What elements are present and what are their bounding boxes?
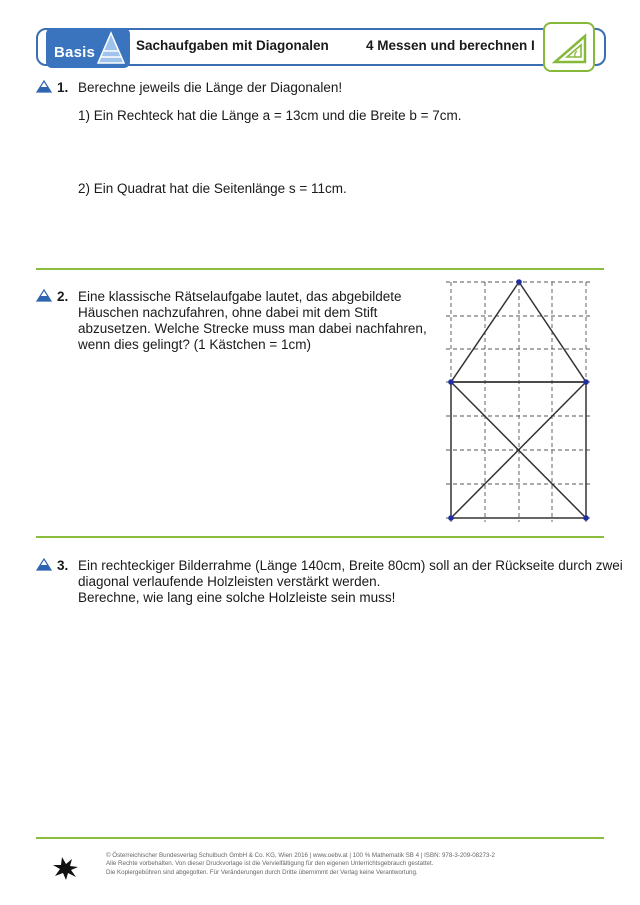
task-2-line-4: wenn dies gelingt? (1 Kästchen = 1cm) (78, 337, 312, 352)
task-1-item-1: 1) Ein Rechteck hat die Länge a = 13cm und die Breite b = 7cm. (78, 108, 462, 123)
task-2-line-3: abzusetzen. Welche Strecke muss man dabei nachfahren, (78, 321, 427, 336)
divider (36, 268, 604, 270)
task-1-number: 1. (57, 80, 69, 95)
task-1-item-2: 2) Ein Quadrat hat die Seitenlänge s = 11cm. (78, 181, 347, 196)
logo-label: Basis (54, 44, 96, 61)
difficulty-triangle-icon (36, 289, 52, 302)
task-2-number: 2. (57, 289, 69, 304)
footer-line: © Österreichischer Bundesverlag Schulbuch GmbH & Co. KG, Wien 2016 | www.oebv.at | 100 % Mathematik SB 4 | ISBN: 978-3-209-08273-2 (106, 852, 495, 859)
set-square-icon (543, 22, 595, 72)
task-3-number: 3. (57, 558, 69, 573)
task-2-line-2: Häuschen nachzufahren, ohne dabei mit dem Stift (78, 305, 378, 320)
task-2-line-1: Eine klassische Rätselaufgabe lautet, das abgebildete (78, 289, 402, 304)
task-3-line-1: Ein rechteckiger Bilderrahme (Länge 140cm, Breite 80cm) soll an der Rückseite durch zwei (78, 558, 623, 573)
grid-lines (446, 282, 592, 522)
house-outline (451, 282, 586, 518)
difficulty-triangle-icon (36, 558, 52, 571)
house-puzzle-figure (444, 276, 596, 524)
publisher-logo-icon (52, 855, 80, 881)
footer-copyright (106, 852, 576, 877)
footer-line: Die Kopiergebühren sind abgegolten. Für Veränderungen durch Dritte übernimmt der Verlag keine Verantwortung. (106, 868, 418, 876)
page-title: Sachaufgaben mit Diagonalen (136, 38, 329, 53)
pyramid-icon (96, 31, 126, 65)
divider (36, 837, 604, 839)
difficulty-triangle-icon (36, 80, 52, 93)
task-1-intro: Berechne jeweils die Länge der Diagonalen! (78, 80, 343, 95)
footer-line: Alle Rechte vorbehalten. Von dieser Druckvorlage ist die Vervielfältigung für den eigenen Unterrichtsgebrauch gestattet. (106, 860, 434, 868)
divider (36, 536, 604, 538)
task-3-line-2: diagonal verlaufende Holzleisten verstärkt werden. (78, 574, 381, 589)
basis-logo (46, 28, 130, 68)
chapter-title: 4 Messen und berechnen I (366, 38, 535, 53)
task-3-line-3: Berechne, wie lang eine solche Holzleiste sein muss! (78, 590, 396, 605)
